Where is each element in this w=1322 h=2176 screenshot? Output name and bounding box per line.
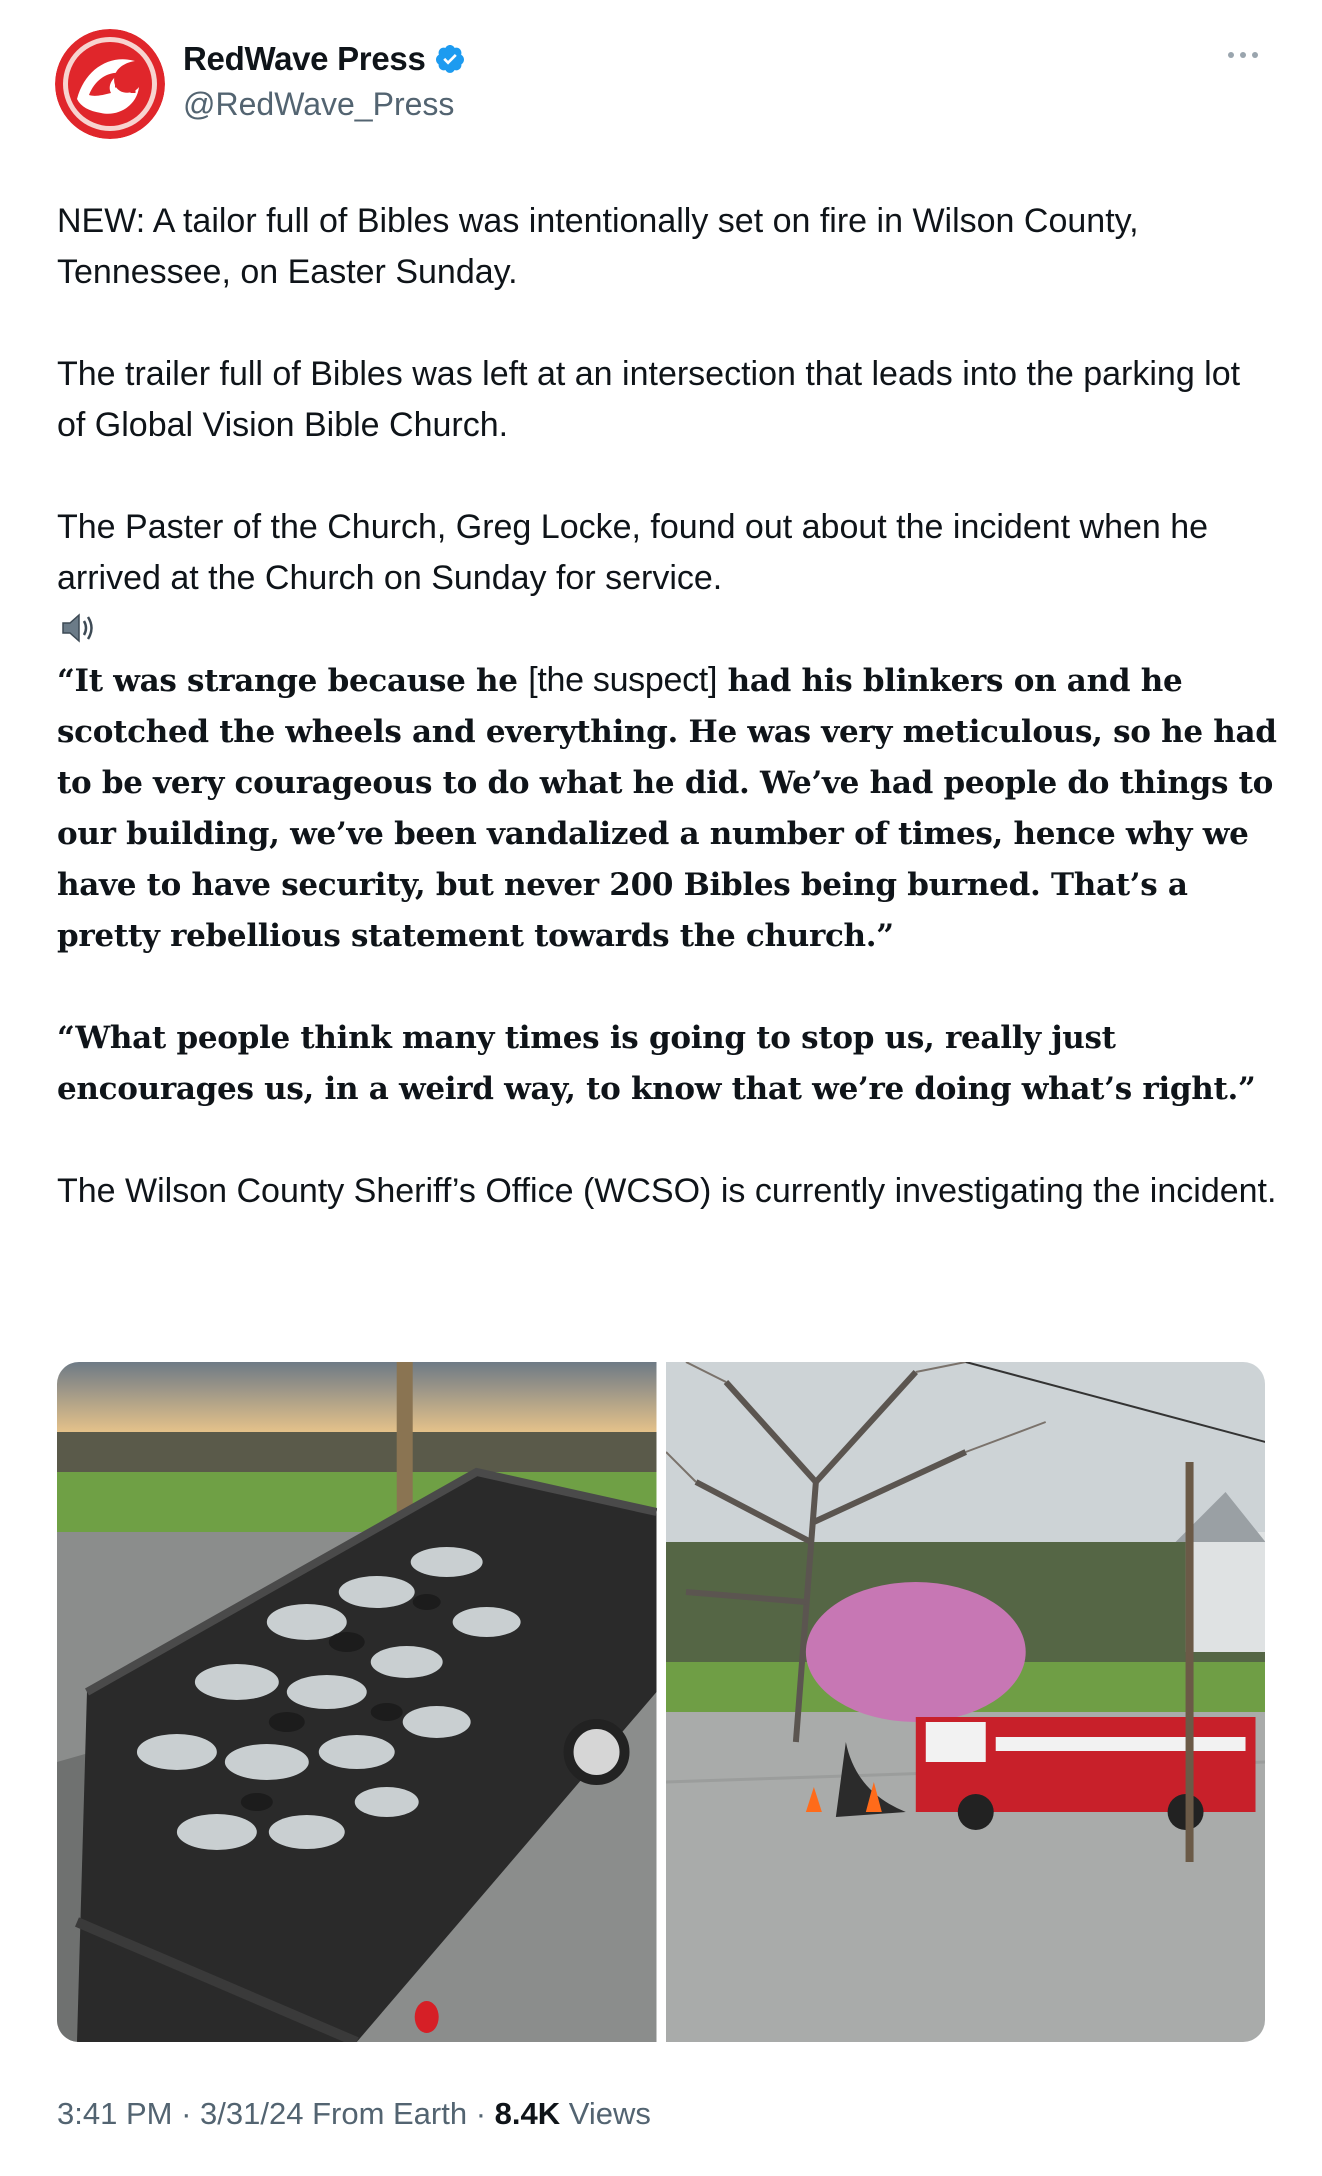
quote-1-start: “It was strange because he bbox=[57, 663, 529, 699]
more-options-icon[interactable] bbox=[1228, 47, 1264, 63]
avatar[interactable] bbox=[55, 29, 165, 139]
meta-source: From Earth bbox=[303, 2096, 468, 2131]
display-name[interactable]: RedWave Press bbox=[183, 40, 426, 77]
paragraph-2: The trailer full of Bibles was left at an intersection that leads into the parking lot of Global Vision Bible Church. bbox=[57, 355, 1241, 444]
quote-1-bracket: [the suspect] bbox=[528, 661, 718, 699]
views-label: Views bbox=[560, 2096, 651, 2131]
timestamp-date[interactable]: 3/31/24 bbox=[200, 2096, 304, 2131]
tweet-meta bbox=[57, 2096, 651, 2132]
handle[interactable]: @RedWave_Press bbox=[183, 86, 455, 122]
quote-2: “What people think many times is going to stop us, really just encourages us, in a weird way, to know that we’re doing what’s right.” bbox=[57, 1020, 1256, 1107]
media-grid bbox=[57, 1362, 1265, 2042]
timestamp-time[interactable]: 3:41 PM bbox=[57, 2096, 173, 2131]
meta-separator: · bbox=[172, 2096, 201, 2131]
author-name-row[interactable] bbox=[183, 40, 466, 78]
views-count: 8.4K bbox=[494, 2096, 561, 2131]
red-wave-logo-icon bbox=[55, 29, 165, 139]
paragraph-3: The Paster of the Church, Greg Locke, found out about the incident when he arrived at the Church on Sunday for service. bbox=[57, 508, 1209, 597]
tweet-text bbox=[57, 196, 1277, 1217]
closing-paragraph: The Wilson County Sheriff’s Office (WCSO) is currently investigating the incident. bbox=[57, 1172, 1277, 1210]
verified-badge-icon bbox=[434, 43, 466, 75]
quote-1 bbox=[57, 655, 1277, 962]
quote-1-rest: had his blinkers on and he scotched the wheels and everything. He was very meticulous, so he had to be very courageous to do what he did. We’ve had people do things to our building, we’ve been vandalized a number of times, hence why we have to have security, but never 200 Bibles being burned. That’s a pretty rebellious statement towards the church.” bbox=[57, 663, 1277, 954]
burned-bibles-trailer-photo[interactable] bbox=[57, 1362, 657, 2042]
speaker-icon bbox=[57, 608, 97, 648]
paragraph-1: NEW: A tailor full of Bibles was intentionally set on fire in Wilson County, Tennessee, on Easter Sunday. bbox=[57, 202, 1139, 291]
meta-separator: · bbox=[467, 2096, 495, 2131]
fire-truck-intersection-photo[interactable] bbox=[666, 1362, 1266, 2042]
